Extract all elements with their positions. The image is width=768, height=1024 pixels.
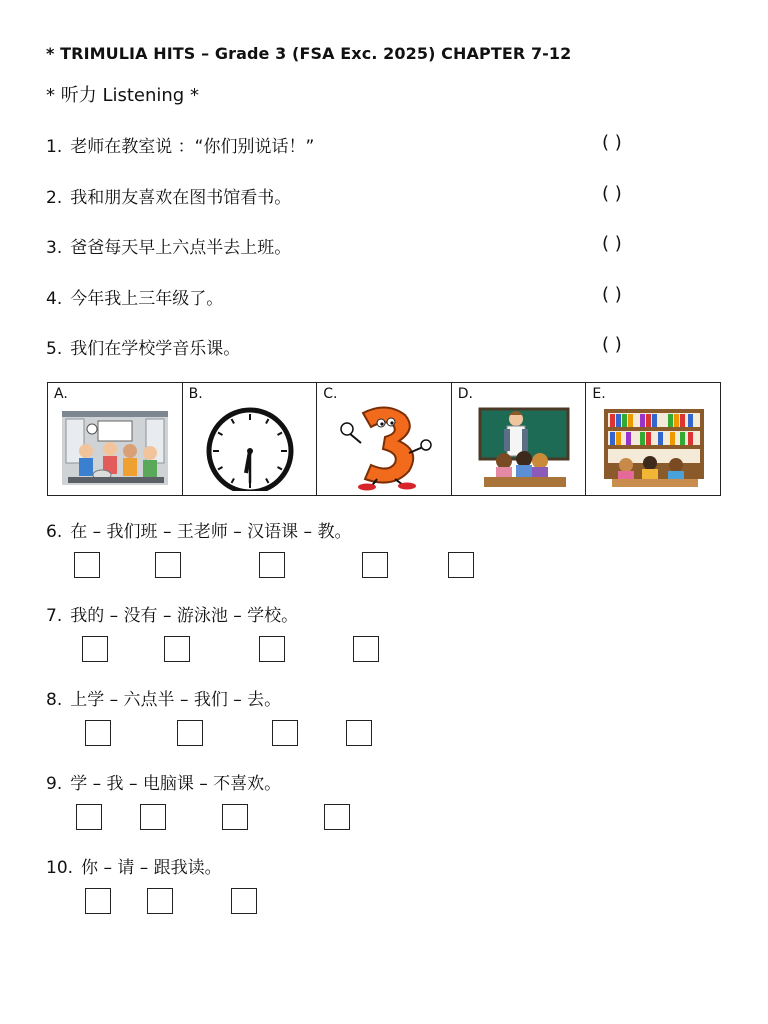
option-letter: E. [592,386,606,402]
question-3 [46,233,291,258]
clock-icon [193,403,307,491]
teacher-classroom-icon [462,403,576,491]
question-2 [46,183,291,208]
order-box[interactable] [272,720,298,746]
order-box[interactable] [82,636,108,662]
order-box[interactable] [85,720,111,746]
picture-options-table [47,382,721,496]
music-class-icon [58,403,172,491]
question-number: 1. [46,137,63,157]
picture-option-e [586,383,720,495]
order-box[interactable] [222,804,248,830]
option-letter: A. [54,386,68,402]
question-number: 7. [46,606,63,626]
order-box[interactable] [362,552,388,578]
order-box[interactable] [177,720,203,746]
question-number: 3. [46,238,63,258]
order-box[interactable] [164,636,190,662]
order-box[interactable] [147,888,173,914]
library-icon [596,403,710,491]
question-6 [46,517,351,542]
order-box[interactable] [259,636,285,662]
question-text: 你 – 请 – 跟我读。 [81,858,222,878]
order-box[interactable] [140,804,166,830]
answer-parentheses[interactable]: ( ) [602,233,622,254]
question-text: 学 – 我 – 电脑课 – 不喜欢。 [70,774,282,794]
answer-parentheses[interactable]: ( ) [602,334,622,355]
question-number: 5. [46,339,63,359]
order-box[interactable] [85,888,111,914]
question-4 [46,284,223,309]
order-box[interactable] [155,552,181,578]
question-10 [46,853,222,878]
answer-parentheses[interactable]: ( ) [602,284,622,305]
question-number: 8. [46,690,63,710]
option-letter: C. [323,386,338,402]
picture-option-d [452,383,587,495]
question-number: 4. [46,289,63,309]
number-three-icon [327,403,441,491]
question-9 [46,769,281,794]
question-7 [46,601,298,626]
question-text: 今年我上三年级了。 [70,289,224,309]
question-text: 爸爸每天早上六点半去上班。 [70,238,292,258]
picture-option-a [48,383,183,495]
order-box[interactable] [74,552,100,578]
option-letter: D. [457,386,474,402]
order-box[interactable] [346,720,372,746]
question-number: 9. [46,774,63,794]
worksheet-title: * TRIMULIA HITS – Grade 3 (FSA Exc. 2025) CHAPTER 7-12 [46,44,572,63]
order-box[interactable] [259,552,285,578]
question-text: 我和朋友喜欢在图书馆看书。 [70,188,292,208]
question-1 [46,132,314,157]
question-text: 我们在学校学音乐课。 [70,339,241,359]
option-letter: B. [188,386,203,402]
picture-option-b [183,383,318,495]
picture-option-c [317,383,452,495]
section-heading: * 听力 Listening * [46,85,199,106]
order-box[interactable] [324,804,350,830]
question-text: 老师在教室说 ：“你们别说话！” [70,137,315,157]
question-5 [46,334,240,359]
question-number: 10. [46,858,74,878]
question-text: 上学 – 六点半 – 我们 – 去。 [70,690,282,710]
question-text: 在 – 我们班 – 王老师 – 汉语课 – 教。 [70,522,352,542]
question-8 [46,685,281,710]
question-number: 6. [46,522,63,542]
question-number: 2. [46,188,63,208]
order-box[interactable] [448,552,474,578]
question-text: 我的 – 没有 – 游泳池 – 学校。 [70,606,299,626]
order-box[interactable] [231,888,257,914]
order-box[interactable] [76,804,102,830]
answer-parentheses[interactable]: ( ) [602,183,622,204]
answer-parentheses[interactable]: ( ) [602,132,622,153]
order-box[interactable] [353,636,379,662]
